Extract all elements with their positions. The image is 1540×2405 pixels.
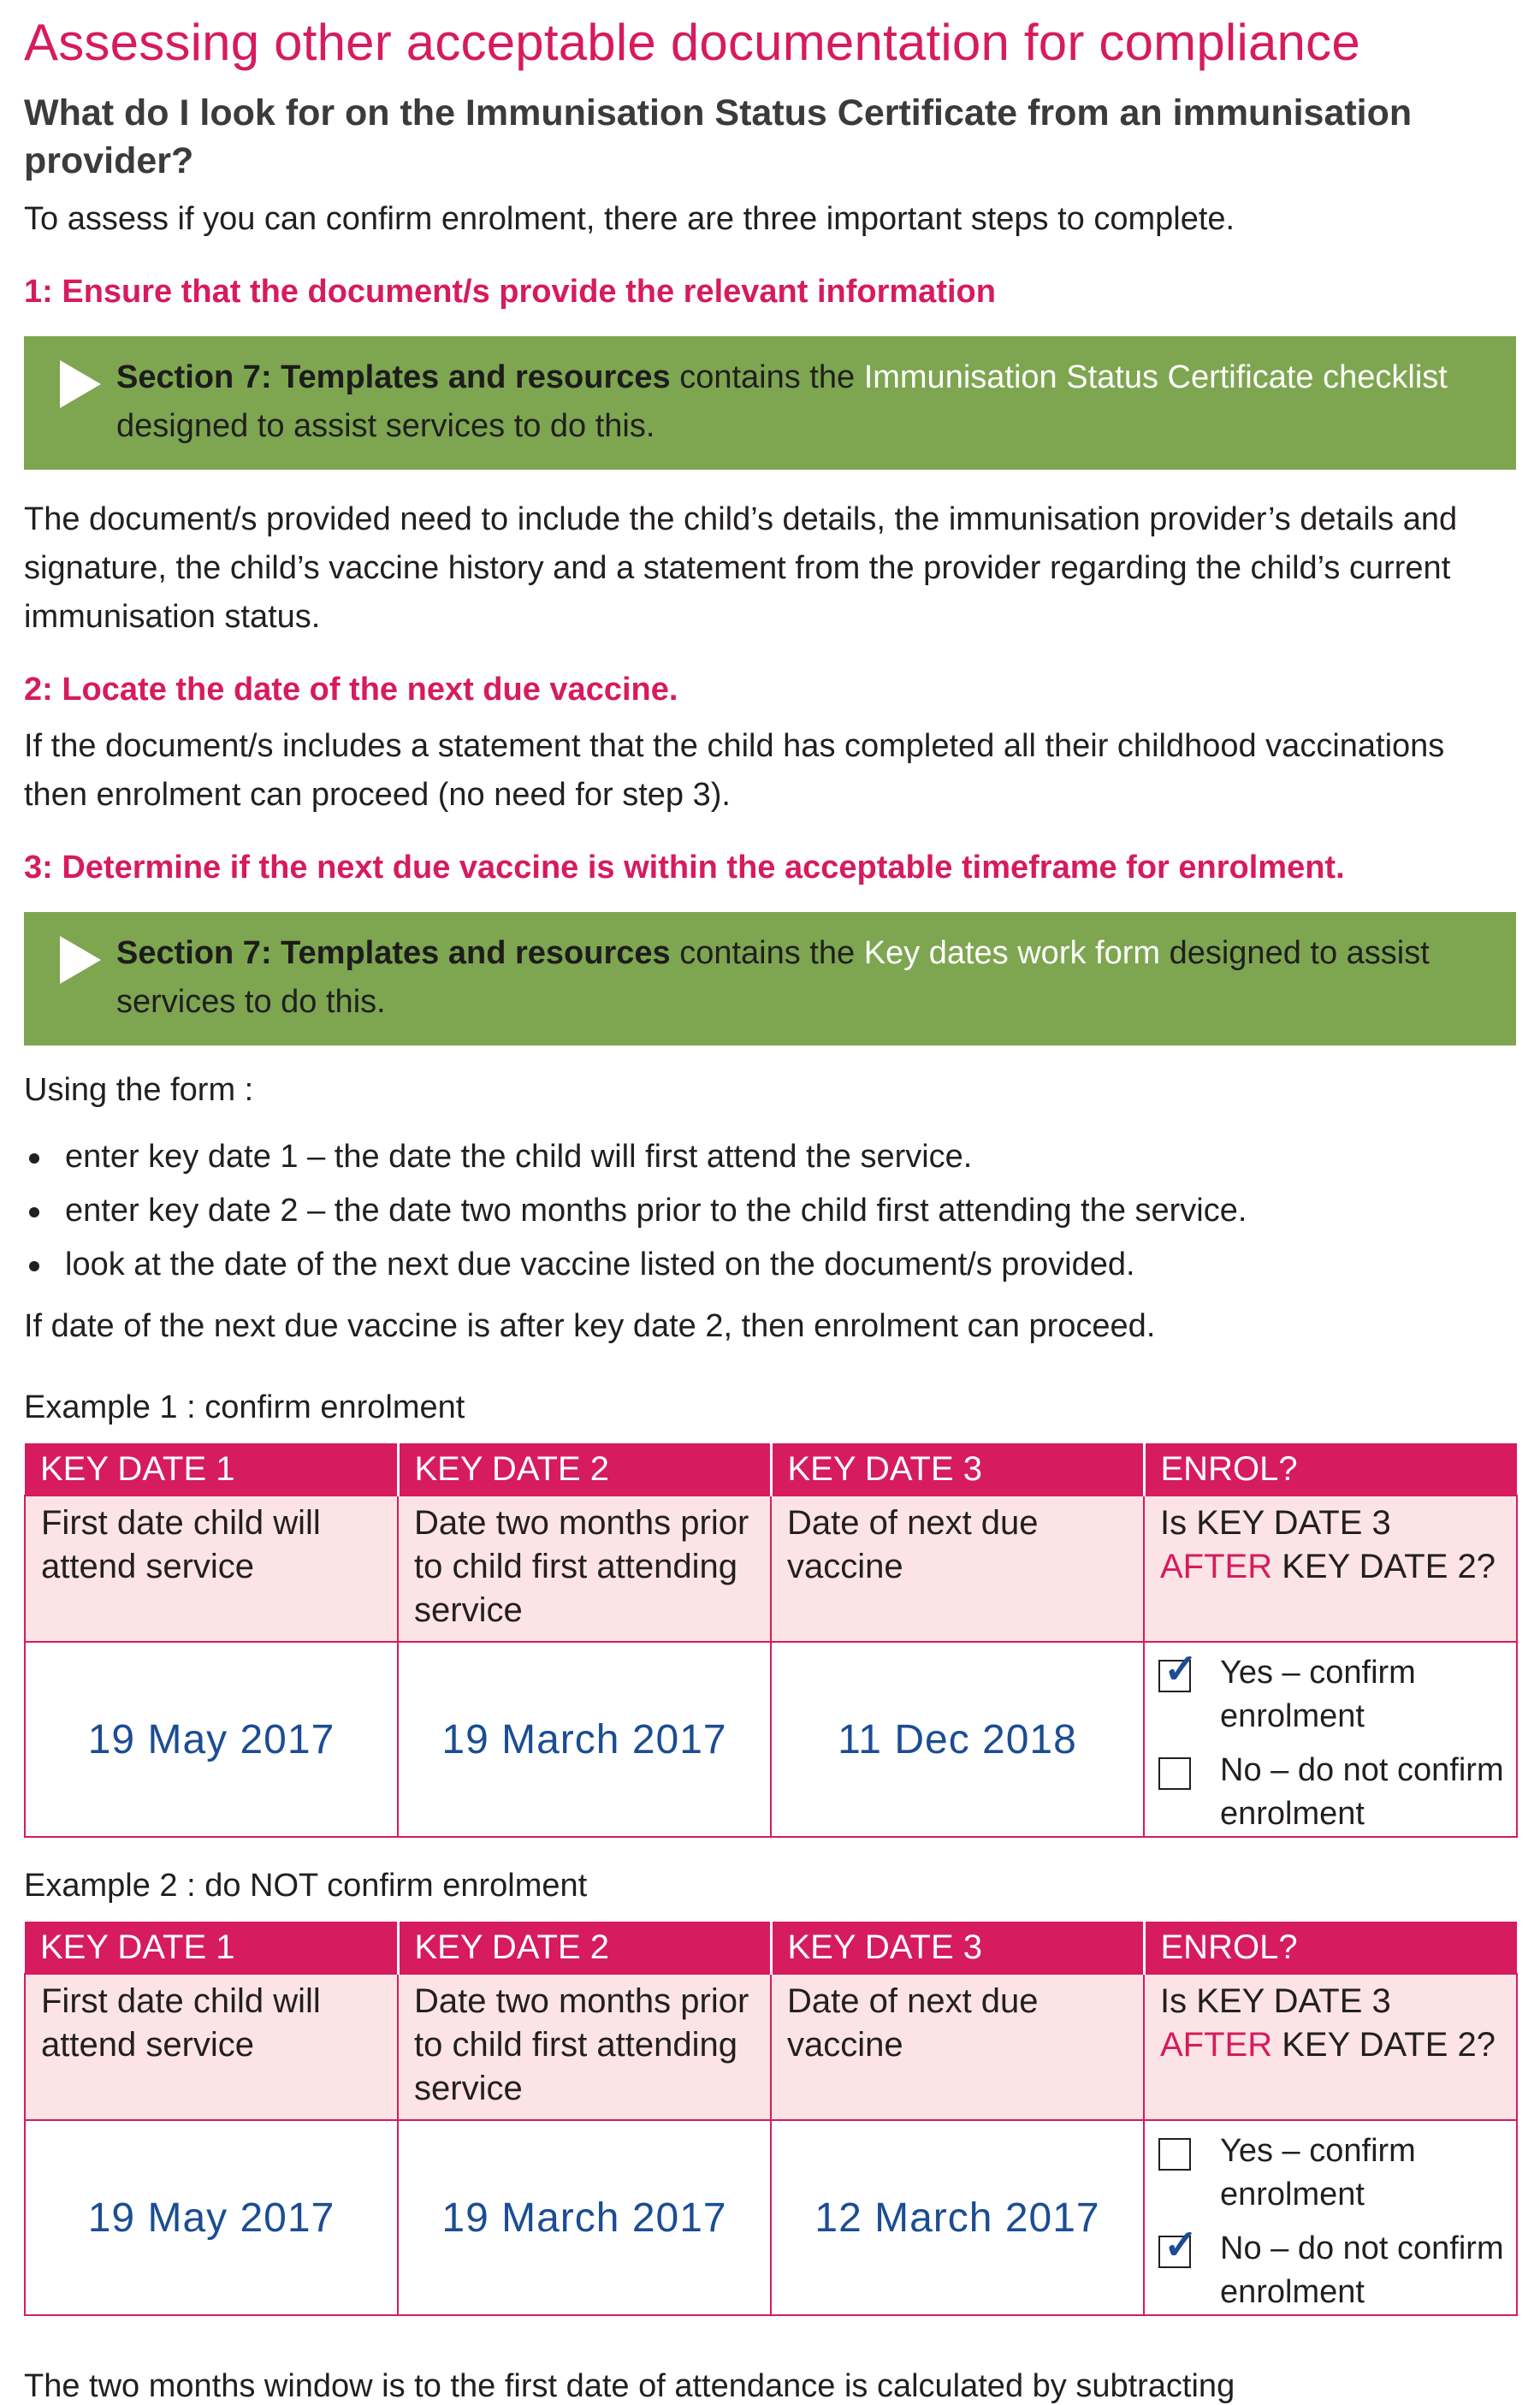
- play-icon: [60, 360, 101, 408]
- enrol-question-a: Is KEY DATE 3: [1160, 1982, 1391, 2020]
- header-key-date-2: KEY DATE 2: [398, 1443, 771, 1496]
- header-key-date-2: KEY DATE 2: [398, 1922, 771, 1974]
- value-kd1: 19 May 2017: [25, 1642, 398, 1837]
- play-icon: [60, 936, 101, 984]
- example2-title: Example 2 : do NOT confirm enrolment: [24, 1868, 588, 1904]
- enrol-question-b: KEY DATE 2?: [1272, 2026, 1496, 2064]
- header-enrol: ENROL?: [1144, 1922, 1517, 1974]
- value-kd2: 19 March 2017: [398, 1642, 771, 1837]
- desc-kd1: First date child will attend service: [25, 1974, 398, 2120]
- value-kd1: 19 May 2017: [25, 2120, 398, 2315]
- list-item: [24, 1130, 1516, 1184]
- note-end: designed to assist services to do this.: [116, 935, 1430, 1020]
- yes-checkbox[interactable]: [1158, 2138, 1191, 2171]
- no-checkbox[interactable]: [1158, 2223, 1199, 2268]
- example1-title: Example 1 : confirm enrolment: [24, 1389, 465, 1425]
- step1-heading: 1: Ensure that the document/s provide the relevant information: [24, 274, 996, 310]
- option-yes[interactable]: [1158, 2130, 1504, 2217]
- desc-kd3: Date of next due vaccine: [771, 1974, 1144, 2120]
- header-key-date-1: KEY DATE 1: [25, 1922, 398, 1974]
- enrol-question-after: AFTER: [1160, 1548, 1273, 1585]
- bullet-icon: [29, 1261, 39, 1271]
- header-key-date-3: KEY DATE 3: [771, 1922, 1144, 1974]
- option-no[interactable]: [1158, 2223, 1504, 2314]
- step1-body: The document/s provided need to include the child’s details, the immunisation provider’s details and signature, the child’s vaccine history and a statement from the provider regarding the child’s current immunisation status.: [24, 501, 1458, 635]
- desc-kd3: Date of next due vaccine: [771, 1496, 1144, 1642]
- list-item-text: enter key date 2 – the date two months prior to the child first attending the service.: [65, 1193, 1247, 1229]
- step2-body: If the document/s includes a statement that the child has completed all their childhood vaccinations then enrolment can proceed (no need for step 3).: [24, 728, 1445, 813]
- page-title: Assessing other acceptable documentation for compliance: [24, 14, 1360, 71]
- desc-kd1: First date child will attend service: [25, 1496, 398, 1642]
- step3-heading: 3: Determine if the next due vaccine is within the acceptable timeframe for enrolment.: [24, 850, 1345, 886]
- header-enrol: ENROL?: [1144, 1443, 1517, 1496]
- option-yes-label: Yes – confirm enrolment: [1220, 1655, 1416, 1734]
- note-end: designed to assist services to do this.: [116, 408, 655, 444]
- desc-enrol: [1144, 1496, 1517, 1642]
- list-item-text: look at the date of the next due vaccine listed on the document/s provided.: [65, 1247, 1135, 1282]
- yes-checkbox[interactable]: [1158, 1647, 1199, 1692]
- option-yes-label: Yes – confirm enrolment: [1220, 2133, 1416, 2212]
- value-kd3: 11 Dec 2018: [771, 1642, 1144, 1837]
- enrol-options: [1144, 2120, 1517, 2315]
- conclusion-text: If date of the next due vaccine is after key date 2, then enrolment can proceed.: [24, 1308, 1156, 1344]
- enrol-options: [1144, 1642, 1517, 1837]
- checklist-link[interactable]: Immunisation Status Certificate checklist: [863, 359, 1448, 395]
- step1-note: [24, 336, 1516, 470]
- bottom-text-cut: The two months window is to the first date of attendance is calculated by subtracting: [24, 2368, 1235, 2404]
- question-heading: What do I look for on the Immunisation Status Certificate from an immunisation provider?: [24, 92, 1413, 181]
- value-kd3: 12 March 2017: [771, 2120, 1144, 2315]
- note-bold: Section 7: Templates and resources: [116, 359, 671, 395]
- bullet-icon: [29, 1207, 39, 1217]
- option-no[interactable]: [1158, 1749, 1504, 1836]
- step3-note: [24, 912, 1516, 1046]
- header-key-date-3: KEY DATE 3: [771, 1443, 1144, 1496]
- example1-table: [24, 1443, 1518, 1838]
- enrol-question-a: Is KEY DATE 3: [1160, 1504, 1391, 1542]
- desc-kd2: Date two months prior to child first attending service: [398, 1974, 771, 2120]
- enrol-question-after: AFTER: [1160, 2026, 1273, 2064]
- example2-table: [24, 1922, 1518, 2316]
- key-dates-link[interactable]: Key dates work form: [863, 935, 1161, 971]
- option-no-label: No – do not confirm enrolment: [1220, 1752, 1504, 1832]
- value-kd2: 19 March 2017: [398, 2120, 771, 2315]
- note-bold: Section 7: Templates and resources: [116, 935, 671, 971]
- header-key-date-1: KEY DATE 1: [25, 1443, 398, 1496]
- using-form-text: Using the form :: [24, 1072, 254, 1108]
- no-checkbox[interactable]: [1158, 1757, 1191, 1790]
- bullet-icon: [29, 1153, 39, 1164]
- intro-text: To assess if you can confirm enrolment, there are three important steps to complete.: [24, 201, 1235, 237]
- enrol-question-b: KEY DATE 2?: [1272, 1548, 1496, 1585]
- checkmark-icon: ✓: [1164, 1647, 1199, 1692]
- step2-heading: 2: Locate the date of the next due vaccine.: [24, 672, 678, 708]
- list-item: [24, 1184, 1516, 1238]
- note-mid: contains the: [670, 935, 864, 971]
- list-item-text: enter key date 1 – the date the child will first attend the service.: [65, 1139, 973, 1175]
- note-mid: contains the: [670, 359, 864, 395]
- checkmark-icon: ✓: [1164, 2223, 1199, 2268]
- steps-list: [24, 1130, 1516, 1292]
- list-item: [24, 1238, 1516, 1292]
- desc-enrol: [1144, 1974, 1517, 2120]
- option-yes[interactable]: [1158, 1647, 1504, 1739]
- option-no-label: No – do not confirm enrolment: [1220, 2230, 1504, 2310]
- desc-kd2: Date two months prior to child first attending service: [398, 1496, 771, 1642]
